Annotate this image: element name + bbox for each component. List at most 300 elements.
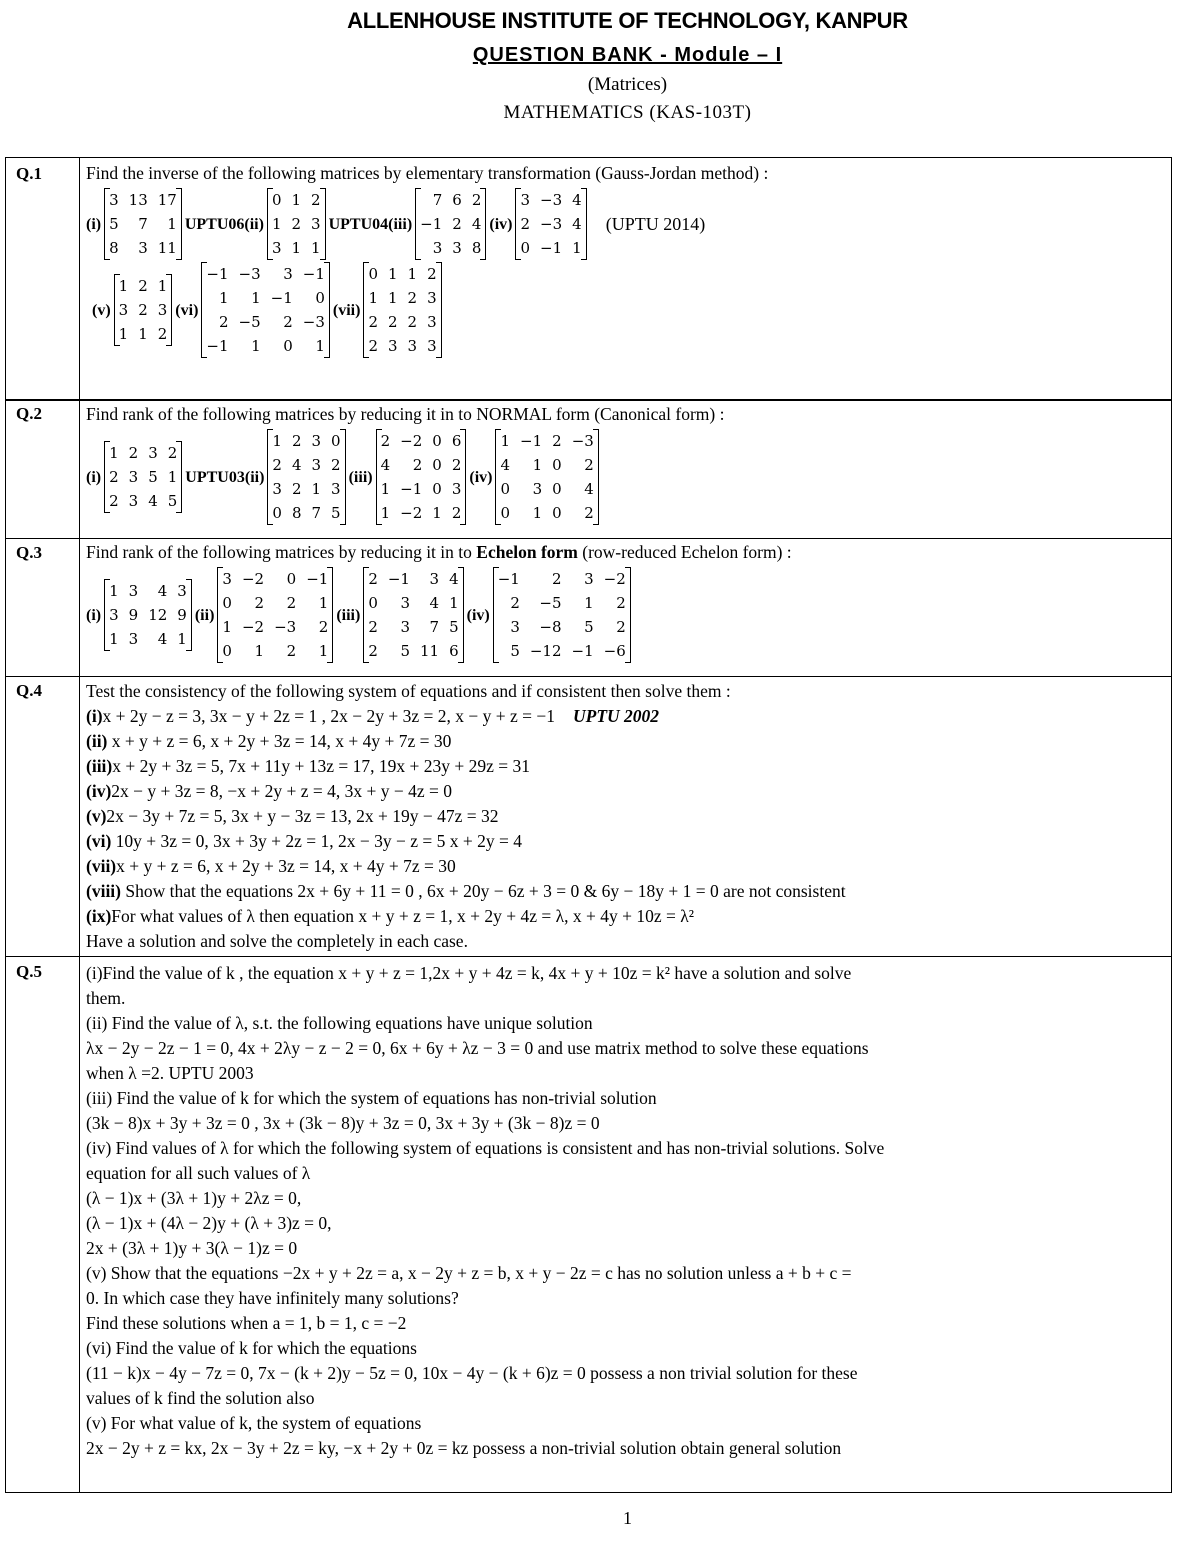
matrix-cell: 2: [520, 215, 531, 233]
row-divider: [6, 956, 1171, 957]
matrix-cell: 2: [451, 504, 462, 522]
q3-item-label: (i): [86, 606, 102, 624]
q1-matrix-iii: [415, 188, 486, 260]
q3-matrix-iv: [493, 567, 631, 663]
q5-line: them.: [86, 988, 126, 1008]
matrix-cell: 2: [451, 456, 462, 474]
matrix-cell: 1: [177, 630, 187, 648]
matrix-cell: 2: [368, 642, 378, 660]
q4-item-text: x + 2y − z = 3, 3x − y + 2z = 1 , 2x − 2y + 3z = 2, x − y + z = −1: [102, 706, 556, 726]
matrix-cell: 0: [552, 456, 562, 474]
matrix-cell: 3: [452, 239, 462, 257]
q4-item: [86, 804, 1166, 829]
matrix-cell: −1: [540, 239, 563, 257]
matrix-cell: 3: [388, 337, 398, 355]
q4-item-text: 2x − 3y + 7z = 5, 3x + y − 3z = 13, 2x + 19y − 47z = 32: [106, 806, 499, 826]
q4-item-number: (viii): [86, 881, 121, 901]
q5-line: values of k find the solution also: [86, 1388, 315, 1408]
q4-items: [86, 704, 1166, 929]
matrix-cell: −8: [539, 618, 562, 636]
q1-item-label: (vi): [175, 301, 199, 319]
q4-item-text: x + y + z = 6, x + 2y + 3z = 14, x + 4y + 7z = 30: [107, 731, 452, 751]
q4-item-number: (ix): [86, 906, 112, 926]
q4-item-text: x + 2y + 3z = 5, 7x + 11y + 13z = 17, 19x + 23y + 29z = 31: [112, 756, 530, 776]
matrix-cell: −1: [206, 265, 229, 283]
matrix-cell: 12: [148, 606, 168, 624]
q5-line: (λ − 1)x + (4λ − 2)y + (λ + 3)z = 0,: [86, 1213, 332, 1233]
matrix-cell: 3: [510, 618, 520, 636]
matrix-cell: 5: [449, 618, 459, 636]
matrix-cell: 2: [388, 313, 398, 331]
matrix-cell: 3: [148, 444, 158, 462]
matrix-cell: 3: [432, 239, 443, 257]
matrix-cell: 2: [471, 191, 482, 209]
matrix-cell: 3: [427, 289, 437, 307]
matrix-cell: 4: [429, 594, 440, 612]
matrix-cell: 2: [286, 594, 297, 612]
q1-item-label: (vii): [332, 301, 361, 319]
matrix-cell: 1: [532, 456, 543, 474]
matrix-cell: 3: [177, 582, 187, 600]
q1-row-1: [86, 188, 1166, 260]
matrix-cell: 2: [291, 432, 302, 450]
q1-item-label: (ii): [244, 215, 264, 233]
q1-item-label: (iii): [388, 215, 413, 233]
matrix-cell: 2: [552, 432, 562, 450]
matrix-cell: 8: [471, 239, 482, 257]
matrix-cell: 1: [407, 265, 418, 283]
q1-item-label: (iv): [489, 215, 513, 233]
matrix-cell: −1: [420, 215, 443, 233]
q3-text-emphasis: Echelon form: [476, 542, 578, 562]
q5-line: (ii) Find the value of λ, s.t. the following equations have unique solution: [86, 1013, 593, 1033]
matrix-cell: 3: [311, 432, 322, 450]
matrix-cell: 2: [407, 289, 418, 307]
matrix-cell: 3: [128, 630, 139, 648]
matrix-cell: 3: [584, 570, 594, 588]
matrix-cell: 1: [380, 504, 391, 522]
matrix-cell: 0: [222, 594, 232, 612]
matrix-cell: 2: [128, 444, 139, 462]
q1-item-label: (i): [86, 215, 102, 233]
q1-item-label: (v): [92, 301, 111, 319]
matrix-cell: 2: [109, 468, 119, 486]
matrix-cell: 5: [584, 618, 594, 636]
matrix-cell: −1: [520, 432, 543, 450]
matrix-cell: 1: [251, 289, 261, 307]
q3-item-label: (iv): [466, 606, 490, 624]
q3-content: [86, 540, 1166, 663]
matrix-cell: 3: [427, 337, 437, 355]
matrix-cell: 4: [500, 456, 511, 474]
matrix-cell: 1: [449, 594, 459, 612]
q5-line: 2x + (3λ + 1)y + 3(λ − 1)z = 0: [86, 1238, 298, 1258]
matrix-cell: 2: [157, 325, 168, 343]
q2-text: Find rank of the following matrices by reducing it in to NORMAL form (Canonical form) :: [86, 404, 725, 424]
q2-row: [86, 429, 1166, 525]
q1-label: Q.1: [16, 164, 42, 183]
matrix-cell: 1: [388, 289, 398, 307]
q1-text: Find the inverse of the following matrices by elementary transformation (Gauss-Jordan method) :: [86, 163, 769, 183]
matrix-cell: 1: [500, 432, 511, 450]
matrix-cell: 0: [500, 504, 511, 522]
matrix-cell: 1: [251, 337, 261, 355]
matrix-cell: −1: [270, 289, 293, 307]
matrix-cell: 0: [368, 265, 378, 283]
matrix-cell: 3: [157, 301, 168, 319]
matrix-cell: 5: [167, 492, 178, 510]
matrix-cell: 2: [452, 215, 462, 233]
q4-item-number: (i): [86, 706, 103, 726]
matrix-cell: −3: [274, 618, 297, 636]
matrix-cell: −1: [571, 642, 594, 660]
matrix-cell: 8: [291, 504, 302, 522]
matrix-cell: 1: [291, 239, 302, 257]
matrix-cell: 2: [109, 492, 119, 510]
q4-text: Test the consistency of the following system of equations and if consistent then solve them :: [86, 681, 731, 701]
q5-line: equation for all such values of λ: [86, 1163, 311, 1183]
matrix-cell: 4: [471, 215, 482, 233]
matrix-cell: 3: [272, 480, 282, 498]
q1-tag: UPTU04: [328, 215, 389, 233]
matrix-cell: 4: [157, 630, 168, 648]
matrix-cell: 1: [368, 289, 378, 307]
matrix-cell: 6: [452, 191, 462, 209]
matrix-cell: 1: [572, 239, 582, 257]
q4-tail: Have a solution and solve the completely in each case.: [86, 931, 468, 951]
q5-line: (λ − 1)x + (3λ + 1)y + 2λz = 0,: [86, 1188, 302, 1208]
matrix-cell: 0: [432, 432, 442, 450]
matrix-cell: 0: [552, 480, 562, 498]
q5-line: 0. In which case they have infinitely many solutions?: [86, 1288, 459, 1308]
q3-label: Q.3: [16, 543, 42, 562]
institute-name: ALLENHOUSE INSTITUTE OF TECHNOLOGY, KANPUR: [347, 8, 908, 33]
q5-line: (11 − k)x − 4y − 7z = 0, 7x − (k + 2)y − 5z = 0, 10x − 4y − (k + 6)z = 0 possess a non trivial solution for these: [86, 1363, 858, 1383]
matrix-cell: 0: [271, 191, 282, 209]
matrix-cell: 2: [368, 313, 378, 331]
matrix-cell: 6: [449, 642, 459, 660]
q2-item-label: (i): [86, 468, 102, 486]
matrix-cell: −2: [400, 432, 423, 450]
q4-item: [86, 854, 1166, 879]
matrix-cell: −1: [302, 265, 325, 283]
q4-item: [86, 754, 1166, 779]
matrix-cell: −3: [571, 432, 594, 450]
matrix-cell: 3: [128, 468, 139, 486]
matrix-cell: 0: [520, 239, 531, 257]
matrix-cell: 2: [311, 191, 321, 209]
matrix-cell: 0: [283, 337, 293, 355]
matrix-cell: 3: [311, 215, 321, 233]
matrix-cell: 4: [148, 492, 158, 510]
q4-item: [86, 879, 1166, 904]
matrix-cell: 2: [272, 456, 282, 474]
matrix-cell: 9: [177, 606, 187, 624]
matrix-cell: 2: [584, 456, 594, 474]
question-table: [5, 157, 1172, 1493]
q1-tag: (UPTU 2014): [605, 213, 706, 234]
q5-line: (3k − 8)x + 3y + 3z = 0 , 3x + (3k − 8)y + 3z = 0, 3x + 3y + (3k − 8)z = 0: [86, 1113, 600, 1133]
matrix-cell: 5: [331, 504, 341, 522]
matrix-cell: 4: [157, 582, 168, 600]
q5-label: Q.5: [16, 962, 42, 981]
q4-item: [86, 704, 1166, 729]
q4-item-number: (iv): [86, 781, 112, 801]
matrix-cell: 1: [432, 504, 442, 522]
q2-matrix-i: [104, 441, 182, 513]
matrix-cell: 1: [109, 582, 119, 600]
topic: (Matrices): [587, 74, 668, 95]
document-title: QUESTION BANK - Module – I: [472, 44, 783, 66]
q4-item: [86, 779, 1166, 804]
matrix-cell: 4: [572, 191, 582, 209]
q5-line: Find these solutions when a = 1, b = 1, c = −2: [86, 1313, 407, 1333]
matrix-cell: 2: [167, 444, 178, 462]
matrix-cell: 2: [331, 456, 341, 474]
matrix-cell: 1: [118, 325, 129, 343]
q1-content: [86, 161, 1166, 358]
matrix-cell: 0: [552, 504, 562, 522]
q4-item: [86, 829, 1166, 854]
matrix-cell: −2: [241, 570, 265, 588]
q4-item-number: (iii): [86, 756, 113, 776]
q2-tag: UPTU03: [185, 468, 245, 486]
q4-item-text: x + y + z = 6, x + 2y + 3z = 14, x + 4y + 7z = 30: [116, 856, 456, 876]
q4-label: Q.4: [16, 681, 42, 700]
q4-item-number: (vi): [86, 831, 112, 851]
q4-item-number: (ii): [86, 731, 108, 751]
matrix-cell: 9: [128, 606, 139, 624]
q1-matrix-i: [104, 188, 182, 260]
q5-line: λx − 2y − 2z − 1 = 0, 4x + 2λy − z − 2 = 0, 6x + 6y + λz − 3 = 0 and use matrix method to solve these equations: [86, 1038, 869, 1058]
matrix-cell: 2: [380, 432, 391, 450]
matrix-cell: 4: [380, 456, 391, 474]
matrix-cell: 3: [118, 301, 129, 319]
matrix-cell: 3: [283, 265, 293, 283]
matrix-cell: 1: [222, 618, 232, 636]
matrix-cell: 1: [218, 289, 229, 307]
q2-matrix-ii: [267, 429, 345, 525]
q4-item-source: UPTU 2002: [573, 706, 660, 726]
matrix-cell: −3: [540, 215, 563, 233]
matrix-cell: 3: [311, 456, 322, 474]
q3-text: [86, 540, 1166, 565]
matrix-cell: 3: [109, 606, 119, 624]
matrix-cell: 1: [138, 325, 148, 343]
matrix-cell: 1: [318, 642, 329, 660]
q1-matrix-v: [114, 274, 173, 346]
q5-line: (iii) Find the value of k for which the system of equations has non-trivial solution: [86, 1088, 657, 1108]
matrix-cell: 2: [616, 618, 626, 636]
matrix-cell: 1: [118, 277, 129, 295]
q1-matrix-ii: [267, 188, 326, 260]
matrix-cell: 1: [388, 265, 398, 283]
matrix-cell: 4: [449, 570, 459, 588]
column-divider: [79, 158, 80, 1492]
matrix-cell: −6: [603, 642, 626, 660]
q1-matrix-vii: [363, 262, 441, 358]
q5-content: [86, 961, 1166, 1461]
matrix-cell: 2: [291, 480, 302, 498]
matrix-cell: 2: [412, 456, 423, 474]
matrix-cell: 2: [616, 594, 626, 612]
q4-item-text: Show that the equations 2x + 6y + 11 = 0 , 6x + 20y − 6z + 3 = 0 & 6y − 18y + 1 = 0 are not consistent: [121, 881, 846, 901]
matrix-cell: 4: [584, 480, 594, 498]
matrix-cell: 1: [167, 468, 178, 486]
matrix-cell: 5: [109, 215, 119, 233]
matrix-cell: −1: [497, 570, 520, 588]
matrix-cell: 1: [532, 504, 543, 522]
q5-line: when λ =2. UPTU 2003: [86, 1063, 254, 1083]
matrix-cell: −5: [539, 594, 562, 612]
matrix-cell: 13: [128, 191, 148, 209]
matrix-cell: 3: [128, 582, 139, 600]
matrix-cell: 1: [318, 594, 329, 612]
matrix-cell: −3: [238, 265, 261, 283]
q5-line: 2x − 2y + z = kx, 2x − 3y + 2z = ky, −x + 2y + 0z = kz possess a non-trivial solution obtain general solution: [86, 1438, 842, 1458]
matrix-cell: 3: [138, 239, 148, 257]
row-divider: [6, 538, 1171, 539]
matrix-cell: 1: [271, 215, 282, 233]
matrix-cell: 0: [331, 432, 341, 450]
page-number: 1: [623, 1508, 632, 1528]
matrix-cell: 1: [272, 432, 282, 450]
matrix-cell: 4: [291, 456, 302, 474]
matrix-cell: 6: [451, 432, 462, 450]
matrix-cell: 1: [311, 239, 321, 257]
matrix-cell: 3: [429, 570, 440, 588]
matrix-cell: 3: [407, 337, 418, 355]
matrix-cell: 2: [291, 215, 302, 233]
matrix-cell: 2: [283, 313, 293, 331]
matrix-cell: 1: [315, 337, 325, 355]
matrix-cell: 3: [520, 191, 531, 209]
matrix-cell: 2: [584, 504, 594, 522]
q5-line: (i)Find the value of k , the equation x + y + z = 1,2x + y + 4z = k, 4x + y + 10z = k² have a solution and solve: [86, 963, 852, 983]
matrix-cell: 1: [167, 215, 177, 233]
matrix-cell: 1: [109, 444, 119, 462]
q4-item-text: 2x − y + 3z = 8, −x + 2y + z = 4, 3x + y − 4z = 0: [111, 781, 453, 801]
q4-item: [86, 904, 1166, 929]
course: MATHEMATICS (KAS-103T): [503, 102, 752, 123]
q2-content: [86, 402, 1166, 525]
matrix-cell: 2: [318, 618, 329, 636]
matrix-cell: 1: [584, 594, 594, 612]
matrix-cell: 0: [286, 570, 297, 588]
matrix-cell: 0: [368, 594, 378, 612]
row-divider: [6, 399, 1171, 401]
q5-line: (v) For what value of k, the system of equations: [86, 1413, 422, 1433]
q3-item-label: (ii): [194, 606, 215, 624]
q1-matrix-vi: [201, 262, 330, 358]
matrix-cell: −12: [529, 642, 562, 660]
q5-line: (iv) Find values of λ for which the following system of equations is consistent and has non-trivial solutions. Solve: [86, 1138, 885, 1158]
q5-line: (vi) Find the value of k for which the equations: [86, 1338, 417, 1358]
matrix-cell: 2: [286, 642, 297, 660]
matrix-cell: −1: [206, 337, 229, 355]
matrix-cell: 2: [254, 594, 265, 612]
matrix-cell: 5: [510, 642, 520, 660]
matrix-cell: 3: [271, 239, 282, 257]
matrix-cell: −2: [400, 504, 423, 522]
matrix-cell: 2: [368, 618, 378, 636]
matrix-cell: 7: [429, 618, 440, 636]
matrix-cell: −2: [241, 618, 265, 636]
q2-item-label: (ii): [244, 468, 265, 486]
matrix-cell: 5: [400, 642, 410, 660]
matrix-cell: −1: [306, 570, 329, 588]
matrix-cell: 2: [510, 594, 520, 612]
q2-matrix-iv: [495, 429, 598, 525]
q1-row-2: [92, 262, 1166, 358]
matrix-cell: 3: [128, 492, 139, 510]
matrix-cell: 0: [272, 504, 282, 522]
q1-matrix-iv: [515, 188, 586, 260]
q4-item: [86, 729, 1166, 754]
matrix-cell: 0: [432, 456, 442, 474]
matrix-cell: 3: [451, 480, 462, 498]
q4-item-number: (v): [86, 806, 107, 826]
matrix-cell: 3: [400, 618, 410, 636]
row-divider: [6, 676, 1171, 677]
q3-matrix-ii: [217, 567, 333, 663]
matrix-cell: −3: [302, 313, 325, 331]
matrix-cell: 0: [500, 480, 511, 498]
q3-text-a: Find rank of the following matrices by reducing it in to: [86, 542, 477, 562]
q1-tag: UPTU06: [184, 215, 245, 233]
matrix-cell: 1: [380, 480, 391, 498]
matrix-cell: 8: [109, 239, 119, 257]
q2-label: Q.2: [16, 404, 42, 423]
matrix-cell: 2: [218, 313, 229, 331]
matrix-cell: 5: [148, 468, 158, 486]
matrix-cell: 4: [572, 215, 582, 233]
matrix-cell: 1: [254, 642, 265, 660]
matrix-cell: 3: [400, 594, 410, 612]
matrix-cell: 2: [407, 313, 418, 331]
q3-text-c: (row-reduced Echelon form) :: [577, 542, 792, 562]
matrix-cell: 0: [432, 480, 442, 498]
q3-row: [86, 567, 1166, 663]
matrix-cell: 2: [138, 301, 148, 319]
matrix-cell: 2: [551, 570, 562, 588]
matrix-cell: −5: [238, 313, 261, 331]
matrix-cell: 2: [368, 337, 378, 355]
q5-line: (v) Show that the equations −2x + y + 2z = a, x − 2y + z = b, x + y − 2z = c has no solution unless a + b + c =: [86, 1263, 852, 1283]
matrix-cell: 3: [109, 191, 119, 209]
matrix-cell: 7: [432, 191, 443, 209]
matrix-cell: 1: [109, 630, 119, 648]
q2-matrix-iii: [376, 429, 467, 525]
matrix-cell: −3: [540, 191, 563, 209]
matrix-cell: 7: [311, 504, 322, 522]
matrix-cell: 3: [331, 480, 341, 498]
matrix-cell: −1: [387, 570, 410, 588]
matrix-cell: 3: [532, 480, 543, 498]
matrix-cell: 0: [222, 642, 232, 660]
q4-item-text: For what values of λ then equation x + y + z = 1, x + 2y + 4z = λ, x + 4y + 10z = λ²: [111, 906, 694, 926]
q2-item-label: (iv): [469, 468, 493, 486]
q3-matrix-i: [104, 579, 192, 651]
matrix-cell: −2: [603, 570, 626, 588]
q3-item-label: (iii): [336, 606, 361, 624]
q4-content: [86, 679, 1166, 954]
matrix-cell: −1: [400, 480, 423, 498]
matrix-cell: 3: [427, 313, 437, 331]
matrix-cell: 0: [315, 289, 325, 307]
matrix-cell: 1: [311, 480, 322, 498]
matrix-cell: 17: [157, 191, 177, 209]
